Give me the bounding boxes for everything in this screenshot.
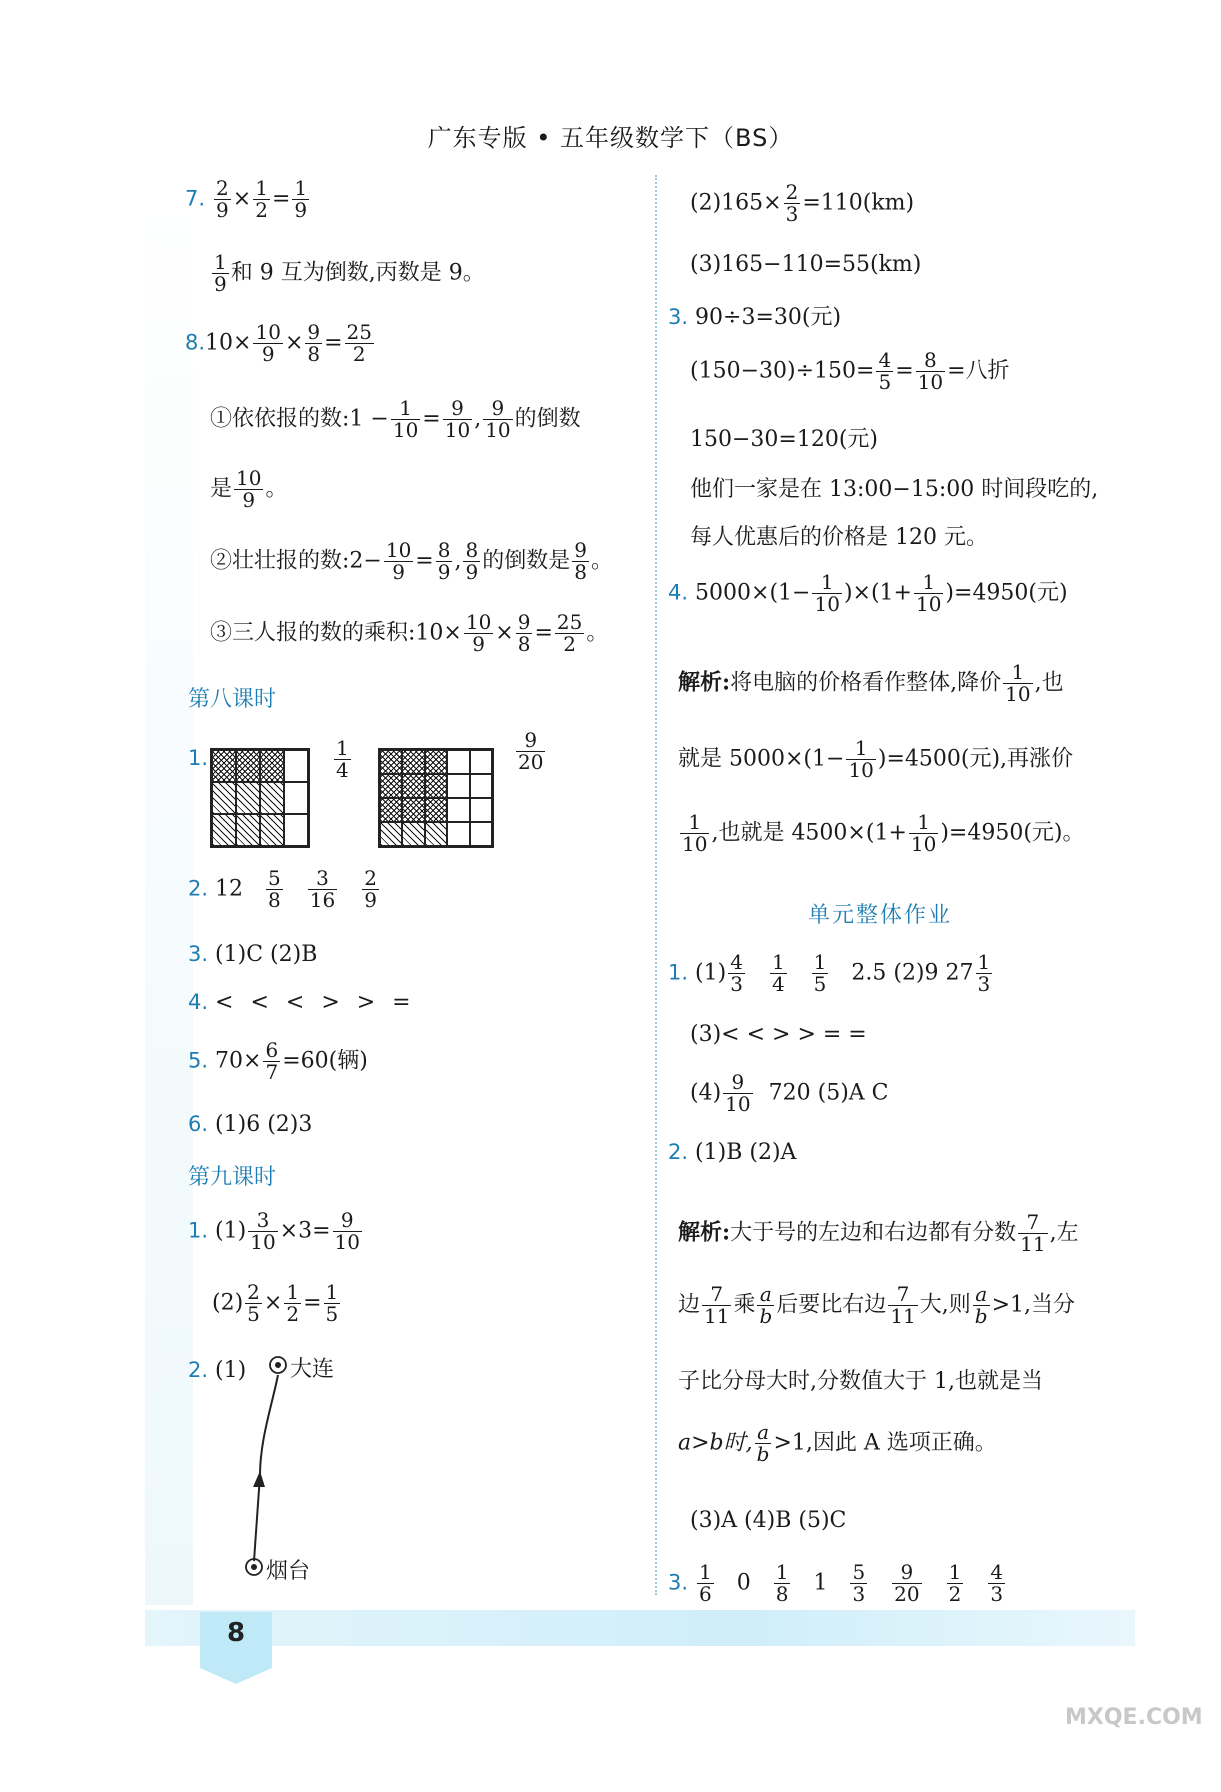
section-title-lesson9: 第九课时	[188, 1165, 277, 1190]
fraction: $\frac{2}{5}$	[247, 1280, 260, 1326]
u-q2-line5: (3)A (4)B (5)C	[690, 1508, 847, 1533]
l8-q5: 5. 70× $\frac{6}{7}$ =60(辆)	[188, 1038, 368, 1084]
u-q2-line1: 2. (1)B (2)A	[668, 1140, 797, 1165]
grid-cell	[402, 798, 424, 822]
fraction: $\frac{9}{8}$	[307, 320, 321, 366]
fraction: $\frac{a}{b}$	[759, 1282, 773, 1328]
grid-cell	[212, 750, 236, 782]
r-q3-line4: 他们一家是在 13:00−15:00 时间段吃的,	[690, 477, 1099, 502]
fraction: $\frac{1}{8}$	[775, 1560, 789, 1606]
u-q2-analysis2: 边 $\frac{7}{11}$ 乘 $\frac{a}{b}$ 后要比右边 $\frac{7}{11}$ 大,则 $\frac{a}{b}$ >1,当分	[678, 1282, 1076, 1328]
fraction: $\frac{25}{2}$	[556, 610, 583, 656]
l8-q1-answer2	[514, 730, 547, 773]
unit-section-title: 单元整体作业	[808, 903, 953, 928]
q8-step1: ①依依报的数:1 − $\frac{1}{10}$ = $\frac{9}{10}$ , $\frac{9}{10}$ 的倒数	[210, 396, 581, 442]
footer-band	[145, 1610, 1135, 1646]
grid-cell	[236, 782, 260, 814]
u-q1-line2: (3)< < > > = =	[690, 1022, 867, 1047]
fraction: $\frac{2}{3}$	[785, 180, 799, 226]
u-q2-analysis3: 子比分母大时,分数值大于 1,也就是当	[678, 1369, 1043, 1394]
grid-cell	[402, 774, 424, 798]
fraction: $\frac{1}{10}$	[915, 570, 942, 616]
fraction: $\frac{7}{11}$	[1020, 1210, 1046, 1256]
grid-cell	[425, 774, 447, 798]
r-q2-line3: (3)165−110=55(km)	[690, 252, 922, 277]
fraction: $\frac{9}{8}$	[517, 610, 531, 656]
fraction: $\frac{10}{9}$	[236, 466, 262, 512]
grid-cell	[447, 822, 469, 846]
column-divider	[655, 175, 657, 1595]
grid-cell	[425, 750, 447, 774]
l8-q1-number: 1.	[188, 746, 209, 770]
fraction: $\frac{5}{8}$	[268, 866, 281, 912]
fraction: $\frac{1}{3}$	[977, 950, 991, 996]
r-q3-line2: (150−30)÷150= $\frac{4}{5}$ = $\frac{8}{10}$ =八折	[690, 348, 1010, 394]
fraction: $\frac{3}{16}$	[309, 866, 336, 912]
grid-cell	[260, 750, 284, 782]
q7-line2: $\frac{1}{9}$ 和 9 互为倒数,丙数是 9。	[214, 250, 485, 296]
q8-step1b: 是 $\frac{10}{9}$ 。	[210, 466, 288, 512]
arrow-up-icon	[253, 1471, 265, 1487]
fraction: $\frac{1}{9}$	[214, 250, 227, 296]
fraction: $\frac{8}{9}$	[465, 538, 479, 584]
fraction: $\frac{2}{9}$	[216, 176, 229, 222]
u-q1-line1: 1. (1) $\frac{4}{3}$ $\frac{1}{4}$ $\frac{1}{5}$ 2.5 (2)9 27 $\frac{1}{3}$	[668, 950, 991, 996]
grid-cell	[470, 798, 492, 822]
grid-diagram-1	[210, 748, 310, 848]
grid-cell	[212, 782, 236, 814]
fraction: $\frac{9}{10}$	[334, 1208, 360, 1254]
r-q4-analysis1: 解析:将电脑的价格看作整体,降价 $\frac{1}{10}$ ,也	[678, 660, 1064, 706]
fraction: $\frac{9}{10}$	[444, 396, 471, 442]
fraction: $\frac{a}{b}$	[974, 1282, 988, 1328]
fraction: $\frac{1}{9}$	[294, 176, 308, 222]
r-q4-analysis3: $\frac{1}{10}$ ,也就是 4500×(1+ $\frac{1}{10}$ )=4950(元)。	[682, 810, 1085, 856]
fraction: $\frac{4}{5}$	[878, 348, 892, 394]
fraction: $\frac{2}{9}$	[364, 866, 377, 912]
u-q2-analysis4: a>b时, $\frac{a}{b}$ >1,因此 A 选项正确。	[678, 1420, 997, 1466]
grid-cell	[470, 750, 492, 774]
l9-q1-line1: 1. (1) $\frac{3}{10}$ ×3= $\frac{9}{10}$	[188, 1208, 360, 1254]
grid-cell	[402, 750, 424, 774]
grid-cell	[236, 814, 260, 846]
grid-cell	[447, 774, 469, 798]
fraction: $\frac{1}{4}$	[336, 736, 349, 782]
q8-line1: 8.10× $\frac{10}{9}$ × $\frac{9}{8}$ = $\frac{25}{2}$	[185, 320, 372, 366]
grid-cell	[236, 750, 260, 782]
city-marker-yantai-dot	[251, 1564, 257, 1570]
fraction: $\frac{3}{10}$	[250, 1208, 276, 1254]
u-q3: 3. $\frac{1}{6}$ 0 $\frac{1}{8}$ 1 $\frac{5}{3}$ $\frac{9}{20}$ $\frac{1}{2}$ $\frac{4}{3}$	[668, 1560, 1004, 1606]
fraction: $\frac{1}{5}$	[813, 950, 827, 996]
grid-cell	[425, 822, 447, 846]
fraction: $\frac{10}{9}$	[465, 610, 492, 656]
q8-number: 8.	[185, 330, 206, 355]
grid-cell	[260, 814, 284, 846]
fraction: $\frac{1}{10}$	[392, 396, 419, 442]
grid-cell	[284, 750, 308, 782]
grid-cell	[380, 822, 402, 846]
u-q2-analysis1: 解析:大于号的左边和右边都有分数 $\frac{7}{11}$ ,左	[678, 1210, 1079, 1256]
grid-cell	[284, 814, 308, 846]
fraction: $\frac{7}{11}$	[890, 1282, 916, 1328]
fraction: $\frac{1}{10}$	[910, 810, 937, 856]
fraction: $\frac{9}{10}$	[725, 1070, 751, 1116]
left-margin-band	[145, 175, 193, 1605]
grid-cell	[402, 822, 424, 846]
fraction: $\frac{1}{4}$	[771, 950, 785, 996]
grid-cell	[447, 750, 469, 774]
grid-diagram-2	[378, 748, 494, 848]
r-q4-line1: 4. 5000×(1− $\frac{1}{10}$ )×(1+ $\frac{1}{10}$ )=4950(元)	[668, 570, 1068, 616]
fraction: $\frac{7}{11}$	[704, 1282, 730, 1328]
grid-cell	[447, 798, 469, 822]
l9-q2-label: 2. (1)	[188, 1358, 247, 1383]
fraction: $\frac{25}{2}$	[346, 320, 372, 366]
fraction: $\frac{1}{10}$	[848, 736, 874, 782]
fraction: $\frac{8}{9}$	[437, 538, 451, 584]
fraction: $\frac{9}{20}$	[518, 728, 544, 774]
fraction: $\frac{8}{10}$	[917, 348, 944, 394]
fraction: $\frac{1}{10}$	[1005, 660, 1031, 706]
section-title-lesson8: 第八课时	[188, 687, 277, 712]
city-marker-dalian-dot	[275, 1362, 281, 1368]
q8-step3: ③三人报的数的乘积:10× $\frac{10}{9}$ × $\frac{9}{8}$ = $\frac{25}{2}$ 。	[210, 610, 609, 656]
fraction: $\frac{1}{2}$	[286, 1280, 300, 1326]
fraction: $\frac{10}{9}$	[385, 538, 412, 584]
r-q3-line1: 3. 90÷3=30(元)	[668, 305, 842, 330]
fraction: $\frac{9}{20}$	[894, 1560, 920, 1606]
page-number: 8	[226, 1618, 246, 1648]
l8-q1-answer1	[332, 738, 353, 781]
fraction: $\frac{1}{6}$	[699, 1560, 712, 1606]
grid-cell	[260, 782, 284, 814]
fraction: $\frac{a}{b}$	[756, 1420, 770, 1466]
fraction: $\frac{5}{3}$	[852, 1560, 866, 1606]
grid-cell	[380, 774, 402, 798]
r-q3-line5: 每人优惠后的价格是 120 元。	[690, 525, 988, 550]
q7-number: 7.	[185, 186, 206, 211]
city-label-yantai: 烟台	[266, 1559, 311, 1584]
u-q1-line3: (4) $\frac{9}{10}$ 720 (5)A C	[690, 1070, 889, 1116]
l8-q2: 2. 12 $\frac{5}{8}$ $\frac{3}{16}$ $\frac{2}{9}$	[188, 866, 377, 912]
fraction: $\frac{9}{10}$	[485, 396, 511, 442]
fraction: $\frac{10}{9}$	[255, 320, 281, 366]
l8-q3: 3. (1)C (2)B	[188, 942, 318, 967]
route-line	[254, 1375, 278, 1561]
page-header: 广东专版 • 五年级数学下（BS）	[427, 124, 794, 152]
fraction: $\frac{1}{10}$	[682, 810, 708, 856]
fraction: $\frac{1}{2}$	[255, 176, 268, 222]
grid-cell	[470, 822, 492, 846]
fraction: $\frac{6}{7}$	[265, 1038, 279, 1084]
r-q2-line2: (2)165× $\frac{2}{3}$ =110(km)	[690, 180, 915, 226]
fraction: $\frac{4}{3}$	[990, 1560, 1004, 1606]
grid-cell	[284, 782, 308, 814]
fraction: $\frac{9}{8}$	[574, 538, 587, 584]
city-label-dalian: 大连	[290, 1357, 335, 1382]
grid-cell	[380, 750, 402, 774]
grid-cell	[470, 774, 492, 798]
l8-q4: 4. < < < > > =	[188, 990, 411, 1015]
grid-cell	[425, 798, 447, 822]
l9-q1-line2: (2) $\frac{2}{5}$ × $\frac{1}{2}$ = $\frac{1}{5}$	[212, 1280, 339, 1326]
r-q3-line3: 150−30=120(元)	[690, 427, 879, 452]
fraction: $\frac{1}{5}$	[325, 1280, 339, 1326]
r-q4-analysis2: 就是 5000×(1− $\frac{1}{10}$ )=4500(元),再涨价	[678, 736, 1074, 782]
fraction: $\frac{4}{3}$	[730, 950, 743, 996]
q7-line1: 7. $\frac{2}{9}$ × $\frac{1}{2}$ = $\frac{1}{9}$	[185, 176, 308, 222]
l8-q6: 6. (1)6 (2)3	[188, 1112, 313, 1137]
fraction: $\frac{1}{10}$	[814, 570, 840, 616]
grid-cell	[380, 798, 402, 822]
watermark-logo: MXQE.COM	[1065, 1705, 1203, 1730]
grid-cell	[212, 814, 236, 846]
fraction: $\frac{1}{2}$	[948, 1560, 962, 1606]
q8-step2: ②壮壮报的数:2− $\frac{10}{9}$ = $\frac{8}{9}$ , $\frac{8}{9}$ 的倒数是 $\frac{9}{8}$ 。	[210, 538, 613, 584]
